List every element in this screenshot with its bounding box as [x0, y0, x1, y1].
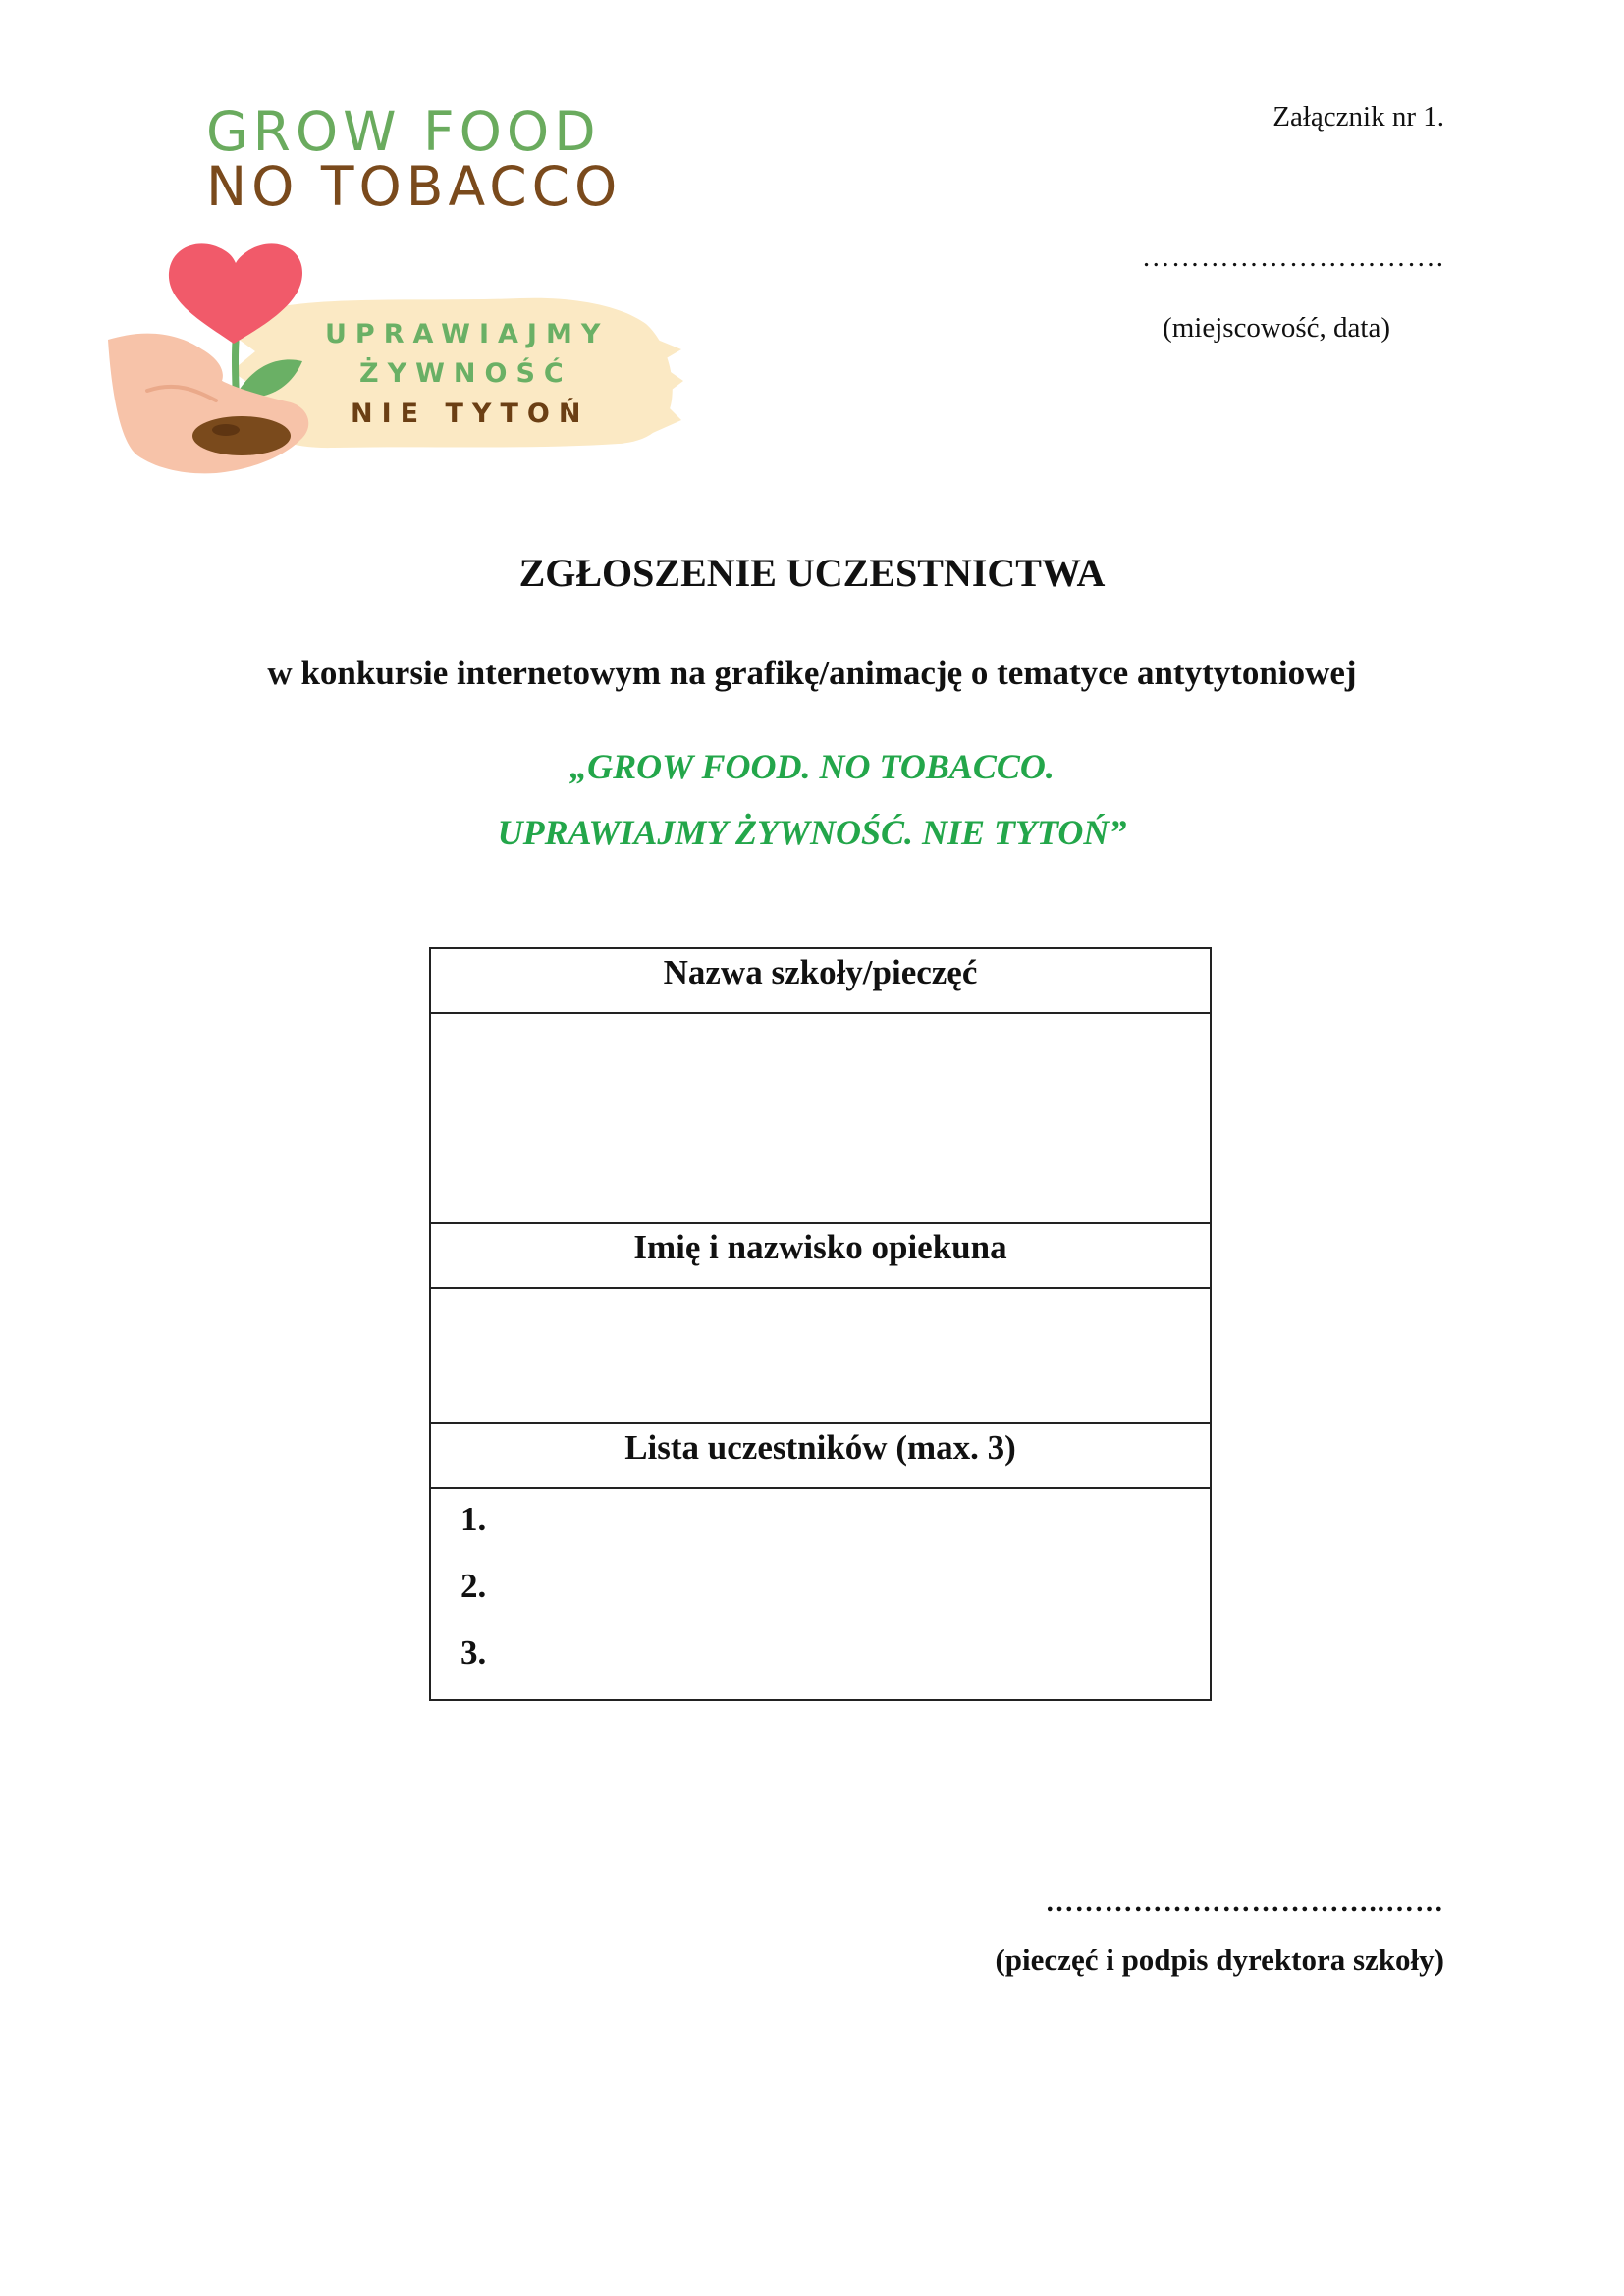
attachment-number: Załącznik nr 1.	[1272, 101, 1444, 133]
logo-slogan-line3: NIE TYTOŃ	[351, 399, 590, 429]
school-name-header: Nazwa szkoły/pieczęć	[430, 948, 1211, 1013]
logo-title-line1: GROW FOOD	[206, 100, 601, 163]
signature-field: ……………………………..……	[1045, 1887, 1444, 1918]
participant-item-3[interactable]: 3.	[460, 1633, 487, 1672]
table-row	[430, 1488, 1211, 1700]
place-date-field: ………………………….	[1141, 241, 1444, 273]
application-form-table	[429, 947, 1212, 1701]
banner-shape	[638, 332, 683, 436]
participant-item-2[interactable]: 2.	[460, 1567, 487, 1605]
contest-name-line1: „GROW FOOD. NO TOBACCO.	[569, 747, 1055, 786]
logo-illustration	[108, 234, 687, 479]
place-date-label: (miejscowość, data)	[1163, 312, 1390, 344]
contest-name-line2: UPRAWIAJMY ŻYWNOŚĆ. NIE TYTOŃ”	[497, 813, 1127, 852]
table-row	[430, 1423, 1211, 1488]
participants-header: Lista uczestników (max. 3)	[430, 1423, 1211, 1488]
soil-icon	[192, 416, 291, 455]
table-row	[430, 1013, 1211, 1223]
logo-slogan-line1: UPRAWIAJMY	[325, 319, 610, 349]
table-row	[430, 948, 1211, 1013]
participants-list[interactable]	[430, 1488, 1211, 1700]
table-row	[430, 1288, 1211, 1423]
logo-title-line2: NO TOBACCO	[206, 155, 623, 218]
school-name-field[interactable]	[430, 1013, 1211, 1223]
guardian-name-field[interactable]	[430, 1288, 1211, 1423]
document-subtitle: w konkursie internetowym na grafikę/animację o tematyce antytytoniowej	[267, 654, 1357, 692]
table-row	[430, 1223, 1211, 1288]
participant-item-1[interactable]: 1.	[460, 1500, 487, 1538]
guardian-name-header: Imię i nazwisko opiekuna	[430, 1223, 1211, 1288]
logo-slogan-line2: ŻYWNOŚĆ	[359, 358, 572, 389]
signature-label: (pieczęć i podpis dyrektora szkoły)	[995, 1943, 1444, 1977]
document-title: ZGŁOSZENIE UCZESTNICTWA	[518, 551, 1106, 595]
